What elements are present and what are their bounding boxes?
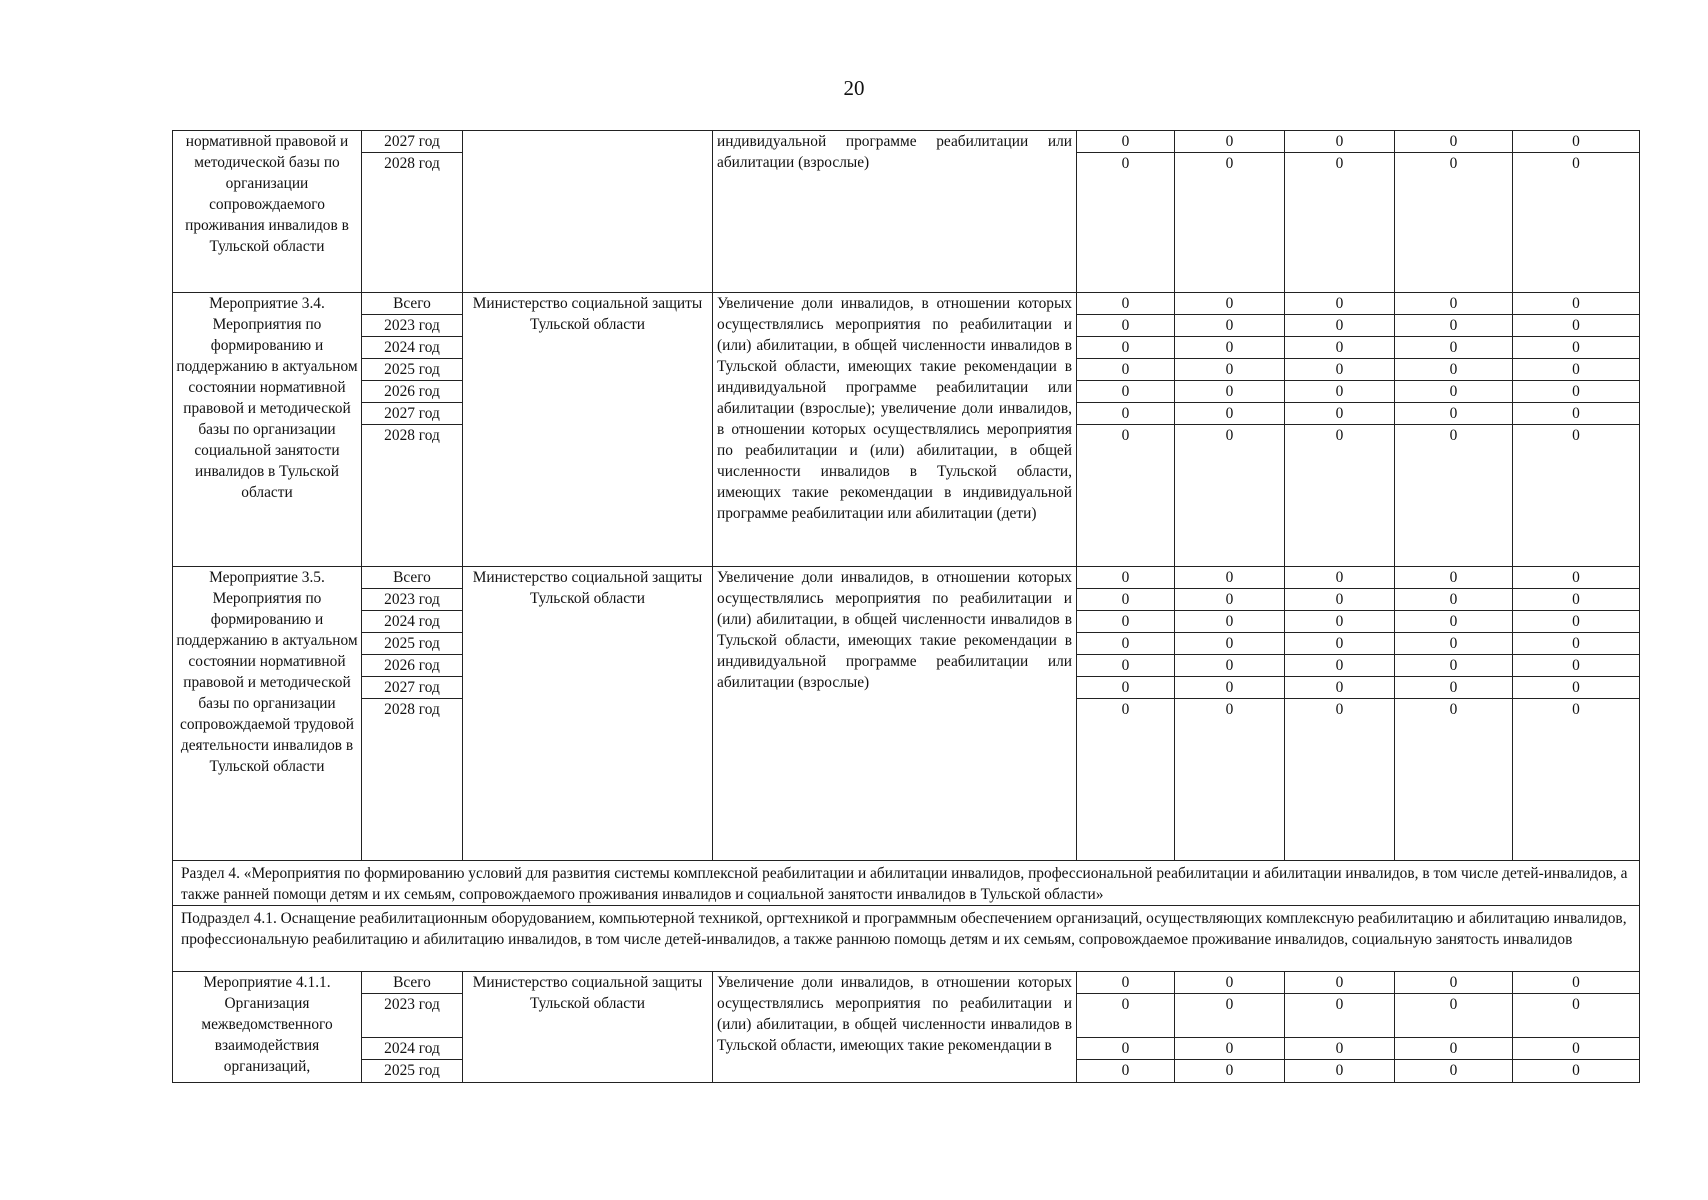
year-cell: Всего (362, 972, 462, 994)
year-cell: 2025 год (362, 359, 462, 381)
year-cell: 2024 год (362, 611, 462, 633)
value-cell: 0 (1513, 131, 1639, 153)
year-cell: 2027 год (362, 403, 462, 425)
table-row (173, 131, 1640, 293)
subsection-heading: Подраздел 4.1. Оснащение реабилитационным оборудованием, компьютерной техникой, оргтехникой и программным обеспечением организаций, осуществляющих комплексную реабилитацию и абилитацию инвалидов, профессиональную реабилитацию и абилитацию инвалидов, в том числе детей-инвалидов, а также раннюю помощь детям и их семьям, сопровождаемое проживание инвалидов, социальную занятость инвалидов (173, 906, 1640, 972)
value-cell: 0 (1121, 701, 1130, 718)
year-cell: Всего (362, 567, 462, 589)
value-cell: 0 (1572, 427, 1580, 444)
year-list (362, 293, 462, 447)
value-cell: 0 (1513, 589, 1639, 611)
executor (463, 131, 713, 293)
value-cell: 0 (1395, 611, 1512, 633)
value-cell: 0 (1395, 359, 1512, 381)
value-cell: 0 (1395, 1038, 1512, 1060)
value-cell: 0 (1077, 611, 1174, 633)
value-cell: 0 (1335, 1062, 1344, 1079)
value-cell: 0 (1225, 701, 1234, 718)
value-cell: 0 (1395, 315, 1512, 337)
value-cell: 0 (1121, 1062, 1130, 1079)
value-cell: 0 (1572, 155, 1580, 172)
year-cell: 2025 год (384, 1062, 440, 1079)
value-cell: 0 (1335, 427, 1344, 444)
executor: Министерство социальной защиты Тульской области (463, 567, 713, 861)
year-list (362, 567, 462, 721)
value-cell: 0 (1572, 1062, 1580, 1079)
value-cell: 0 (1513, 337, 1639, 359)
value-cell: 0 (1175, 337, 1284, 359)
year-cell: 2023 год (362, 315, 462, 337)
value-cell: 0 (1513, 994, 1639, 1038)
value-cell: 0 (1121, 427, 1130, 444)
value-cell: 0 (1513, 567, 1639, 589)
year-cell: 2028 год (384, 155, 440, 172)
value-cell: 0 (1225, 427, 1234, 444)
year-cell: 2023 год (362, 589, 462, 611)
value-cell: 0 (1285, 677, 1394, 699)
value-cell: 0 (1077, 633, 1174, 655)
value-cell: 0 (1285, 403, 1394, 425)
value-column (1285, 131, 1394, 175)
value-column (1285, 567, 1394, 721)
indicator: Увеличение доли инвалидов, в отношении которых осуществлялись мероприятия по реабилитации и (или) абилитации, в общей численности инвалидов в Тульской области, имеющих такие рекомендации в (713, 972, 1077, 1083)
value-cell: 0 (1175, 589, 1284, 611)
value-cell: 0 (1513, 972, 1639, 994)
value-cell: 0 (1285, 1038, 1394, 1060)
year-cell: 2027 год (362, 131, 462, 153)
year-cell: 2023 год (362, 994, 462, 1038)
table-row (173, 567, 1640, 861)
value-cell: 0 (1395, 381, 1512, 403)
value-column (1395, 567, 1512, 721)
value-cell: 0 (1077, 359, 1174, 381)
value-column (1175, 972, 1284, 1082)
value-cell: 0 (1285, 655, 1394, 677)
value-cell: 0 (1077, 567, 1174, 589)
value-column (1395, 972, 1512, 1082)
program-activities-table (172, 130, 1640, 1083)
value-cell: 0 (1077, 293, 1174, 315)
value-cell: 0 (1285, 337, 1394, 359)
value-cell: 0 (1175, 972, 1284, 994)
value-cell: 0 (1175, 293, 1284, 315)
value-cell: 0 (1285, 972, 1394, 994)
activity-name: Мероприятие 4.1.1. Организация межведомственного взаимодействия организаций, (173, 972, 362, 1083)
value-cell: 0 (1077, 655, 1174, 677)
value-cell: 0 (1395, 589, 1512, 611)
value-cell: 0 (1395, 567, 1512, 589)
value-cell: 0 (1285, 315, 1394, 337)
year-cell: 2028 год (384, 427, 440, 444)
value-cell: 0 (1175, 359, 1284, 381)
value-column (1513, 567, 1639, 721)
value-cell: 0 (1175, 677, 1284, 699)
value-cell: 0 (1077, 403, 1174, 425)
value-column (1175, 131, 1284, 175)
value-column (1175, 567, 1284, 721)
indicator: Увеличение доли инвалидов, в отношении которых осуществлялись мероприятия по реабилитации и (или) абилитации, в общей численности инвалидов в Тульской области, имеющих такие рекомендации в индивидуальной программе реабилитации или абилитации (взрослые); увеличение доли инвалидов, в отношении которых осуществлялись мероприятия по реабилитации и (или) абилитации, в общей численности инвалидов в Тульской области, имеющих такие рекомендации в индивидуальной программе реабилитации или абилитации (дети) (713, 293, 1077, 567)
value-column (1175, 293, 1284, 447)
value-cell: 0 (1513, 359, 1639, 381)
executor: Министерство социальной защиты Тульской области (463, 972, 713, 1083)
value-cell: 0 (1449, 701, 1458, 718)
year-cell: Всего (362, 293, 462, 315)
year-cell: 2027 год (362, 677, 462, 699)
value-cell: 0 (1513, 677, 1639, 699)
year-cell: 2026 год (362, 655, 462, 677)
year-cell: 2024 год (362, 337, 462, 359)
value-cell: 0 (1121, 155, 1130, 172)
value-cell: 0 (1285, 131, 1394, 153)
value-cell: 0 (1077, 972, 1174, 994)
table-row (173, 861, 1640, 906)
value-column (1513, 293, 1639, 447)
value-column (1285, 293, 1394, 447)
value-cell: 0 (1175, 994, 1284, 1038)
value-cell: 0 (1175, 403, 1284, 425)
executor: Министерство социальной защиты Тульской области (463, 293, 713, 567)
value-cell: 0 (1175, 315, 1284, 337)
value-cell: 0 (1395, 972, 1512, 994)
value-column (1077, 131, 1174, 175)
value-cell: 0 (1225, 155, 1234, 172)
year-cell: 2028 год (384, 701, 440, 718)
value-cell: 0 (1225, 1062, 1234, 1079)
value-cell: 0 (1395, 994, 1512, 1038)
value-column (1077, 972, 1174, 1082)
value-cell: 0 (1175, 567, 1284, 589)
indicator: Увеличение доли инвалидов, в отношении которых осуществлялись мероприятия по реабилитации и (или) абилитации, в общей численности инвалидов в Тульской области, имеющих такие рекомендации в индивидуальной программе реабилитации или абилитации (взрослые) (713, 567, 1077, 861)
indicator: индивидуальной программе реабилитации или абилитации (взрослые) (713, 131, 1077, 293)
value-cell: 0 (1395, 655, 1512, 677)
section-heading: Раздел 4. «Мероприятия по формированию условий для развития системы комплексной реабилитации и абилитации инвалидов, профессиональной реабилитации и абилитации инвалидов, в том числе детей-инвалидов, а также ранней помощи детям и их семьям, сопровождаемого проживания инвалидов и социальной занятости инвалидов в Тульской области» (173, 861, 1640, 906)
value-cell: 0 (1285, 611, 1394, 633)
value-cell: 0 (1077, 315, 1174, 337)
value-cell: 0 (1077, 131, 1174, 153)
value-column (1395, 131, 1512, 175)
value-cell: 0 (1285, 567, 1394, 589)
value-cell: 0 (1077, 677, 1174, 699)
value-column (1285, 972, 1394, 1082)
value-cell: 0 (1513, 403, 1639, 425)
activity-name: Мероприятие 3.4. Мероприятия по формированию и поддержанию в актуальном состоянии нормативной правовой и методической базы по организации социальной занятости инвалидов в Тульской области (173, 293, 362, 567)
year-cell: 2025 год (362, 633, 462, 655)
value-cell: 0 (1449, 1062, 1458, 1079)
value-cell: 0 (1513, 655, 1639, 677)
value-cell: 0 (1175, 611, 1284, 633)
year-list (362, 131, 462, 175)
value-column (1077, 567, 1174, 721)
value-cell: 0 (1335, 155, 1344, 172)
page-number: 20 (843, 76, 865, 100)
value-cell: 0 (1175, 381, 1284, 403)
value-cell: 0 (1285, 589, 1394, 611)
value-cell: 0 (1077, 1038, 1174, 1060)
value-cell: 0 (1449, 155, 1458, 172)
table-row (173, 906, 1640, 972)
value-column (1513, 972, 1639, 1082)
value-cell: 0 (1513, 293, 1639, 315)
value-cell: 0 (1395, 677, 1512, 699)
value-cell: 0 (1175, 655, 1284, 677)
value-cell: 0 (1285, 359, 1394, 381)
year-cell: 2024 год (362, 1038, 462, 1060)
value-cell: 0 (1513, 315, 1639, 337)
value-cell: 0 (1077, 589, 1174, 611)
value-cell: 0 (1513, 1038, 1639, 1060)
table-row (173, 972, 1640, 1083)
year-cell: 2026 год (362, 381, 462, 403)
activity-name: Мероприятие 3.5. Мероприятия по формированию и поддержанию в актуальном состоянии нормативной правовой и методической базы по организации сопровождаемой трудовой деятельности инвалидов в Тульской области (173, 567, 362, 861)
value-cell: 0 (1285, 633, 1394, 655)
value-cell: 0 (1395, 131, 1512, 153)
value-cell: 0 (1395, 293, 1512, 315)
value-column (1077, 293, 1174, 447)
value-column (1395, 293, 1512, 447)
table-row (173, 293, 1640, 567)
value-cell: 0 (1077, 381, 1174, 403)
value-cell: 0 (1175, 633, 1284, 655)
value-cell: 0 (1513, 381, 1639, 403)
value-cell: 0 (1513, 633, 1639, 655)
value-cell: 0 (1077, 994, 1174, 1038)
value-cell: 0 (1175, 1038, 1284, 1060)
value-cell: 0 (1285, 293, 1394, 315)
value-cell: 0 (1449, 427, 1458, 444)
value-cell: 0 (1285, 994, 1394, 1038)
year-list (362, 972, 462, 1082)
value-cell: 0 (1513, 611, 1639, 633)
value-cell: 0 (1572, 701, 1580, 718)
activity-name: нормативной правовой и методической базы по организации сопровождаемого проживания инвалидов в Тульской области (173, 131, 362, 293)
value-cell: 0 (1077, 337, 1174, 359)
value-cell: 0 (1395, 337, 1512, 359)
value-cell: 0 (1395, 403, 1512, 425)
value-column (1513, 131, 1639, 175)
value-cell: 0 (1285, 381, 1394, 403)
value-cell: 0 (1395, 633, 1512, 655)
value-cell: 0 (1335, 701, 1344, 718)
value-cell: 0 (1175, 131, 1284, 153)
